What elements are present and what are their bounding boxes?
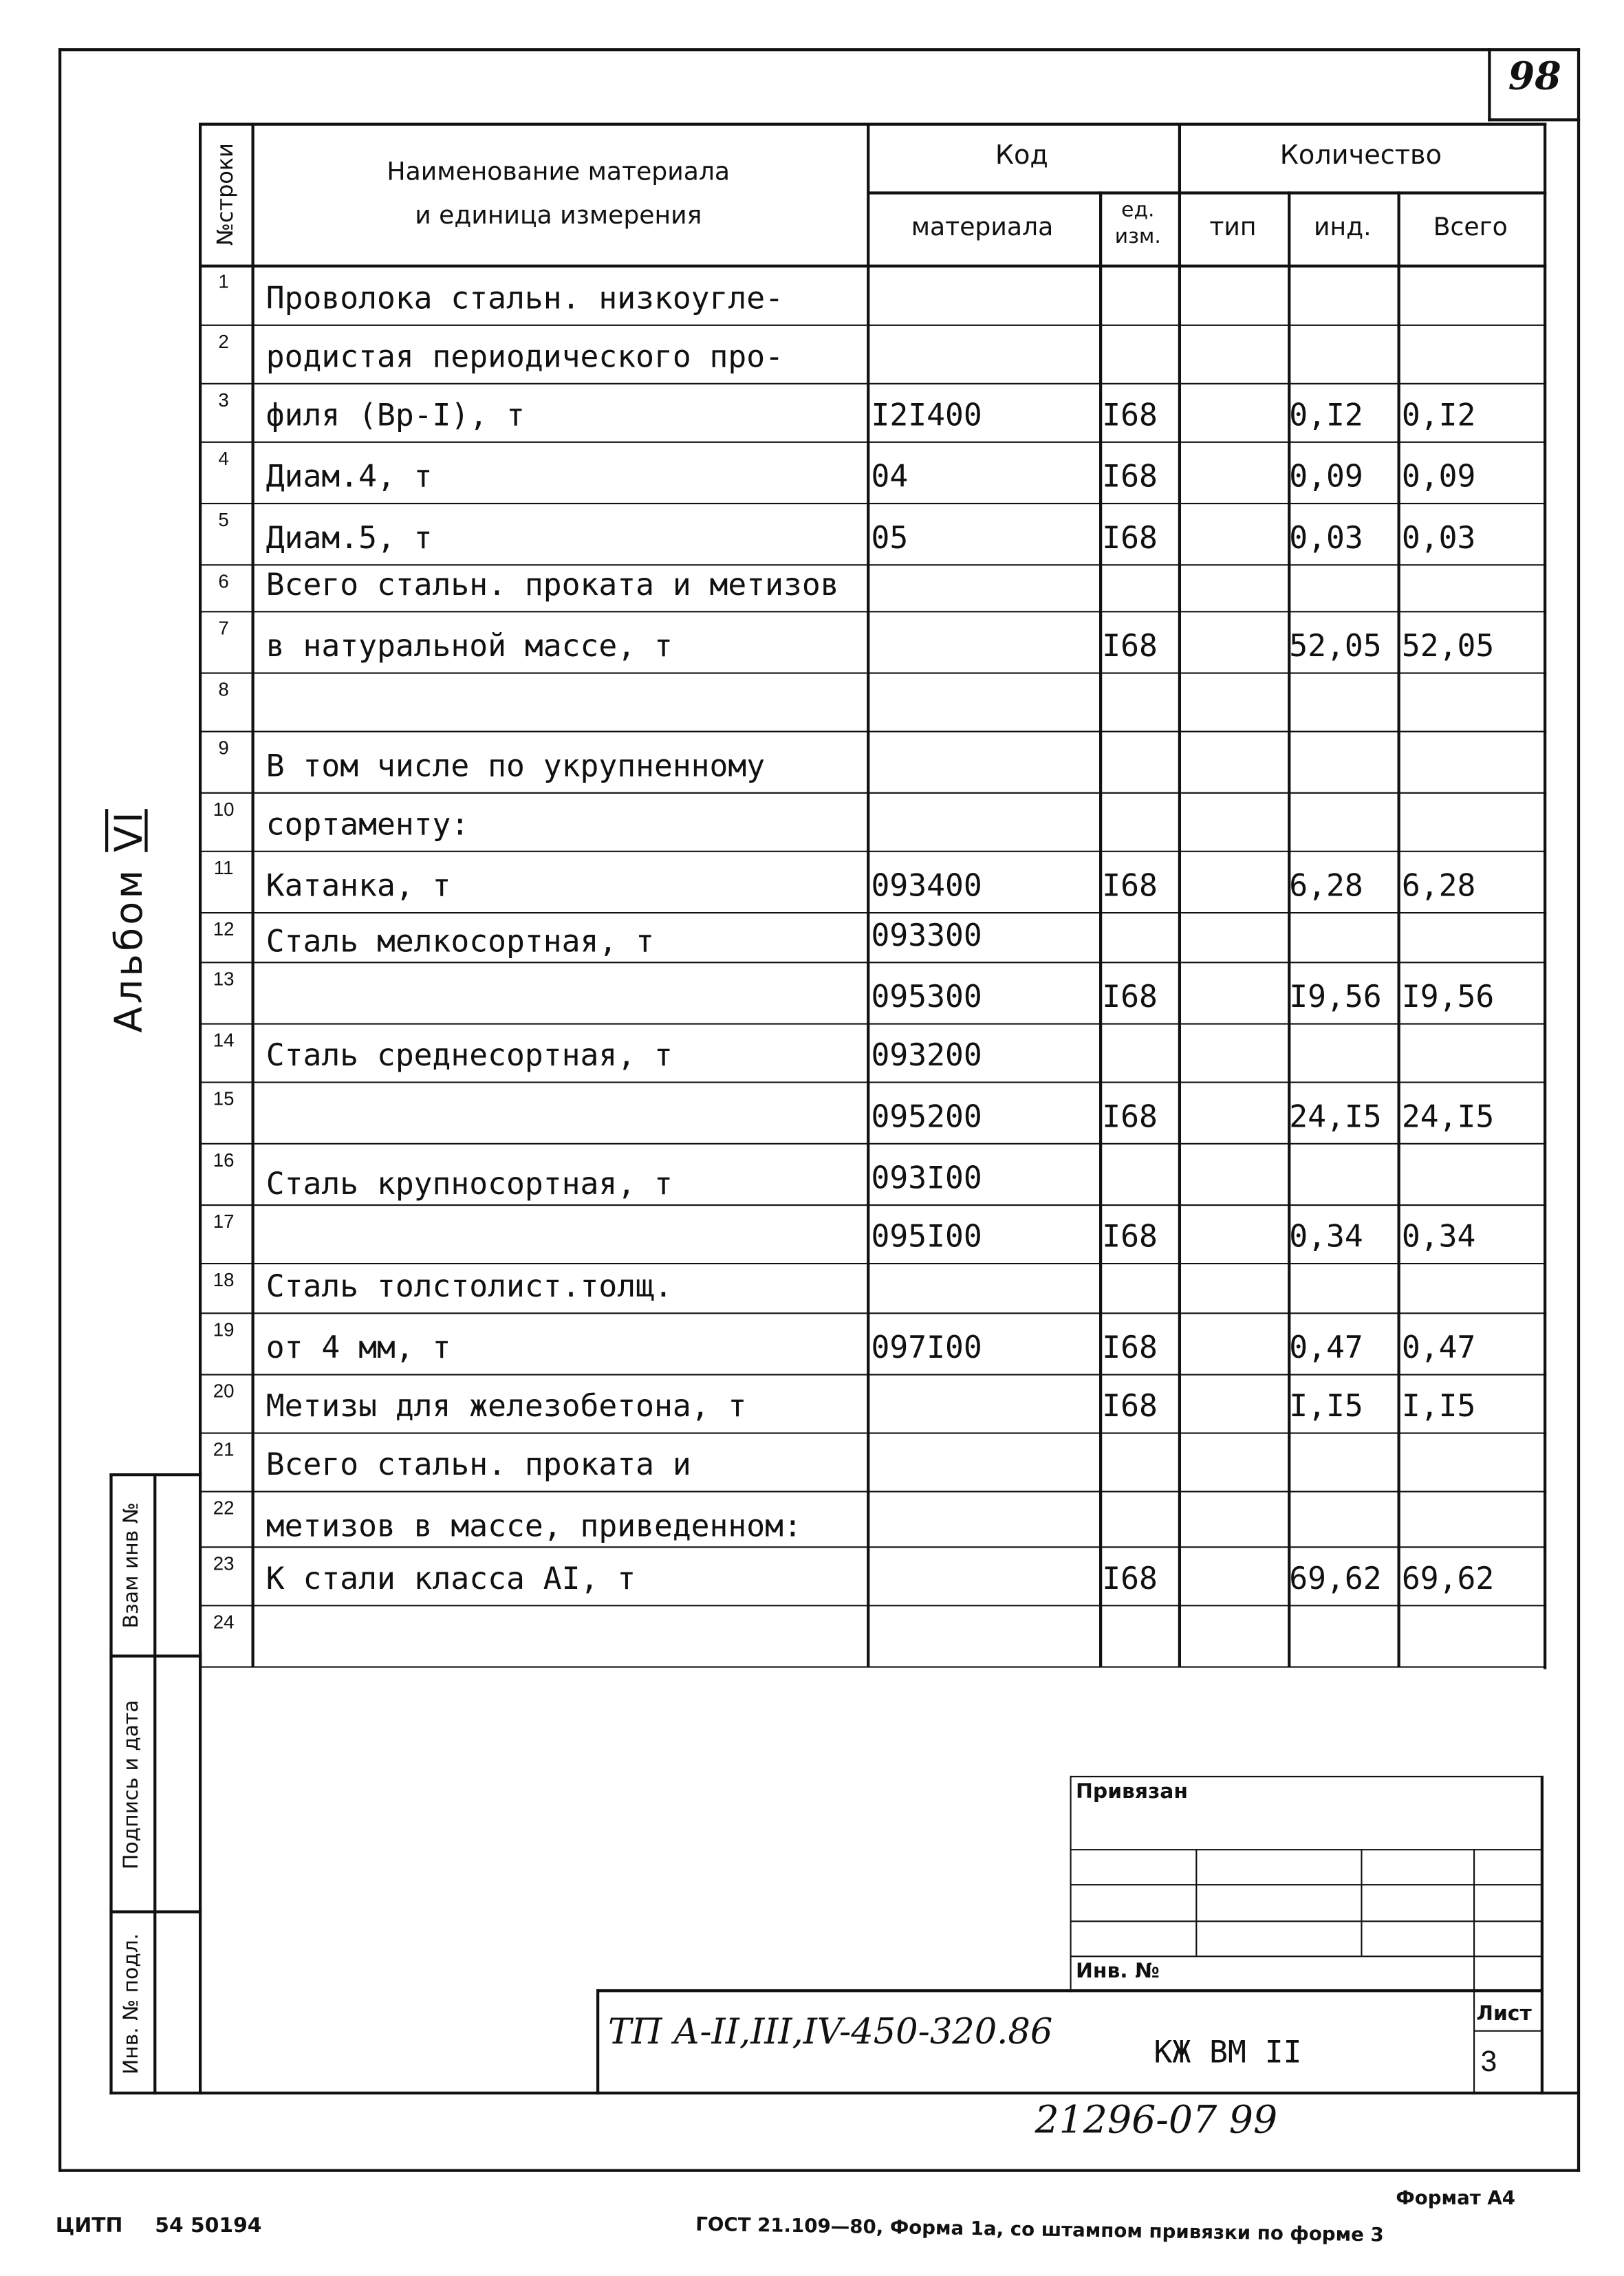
row-number: 12 [213,918,235,940]
row-line [199,962,1546,963]
material-name: Диам.4, т [266,459,433,495]
row-line [199,1491,1546,1493]
bind-stamp-row1 [1070,1849,1544,1850]
inner-left-line-lower [199,1651,202,2094]
row-number: 6 [218,570,229,592]
row-number: 14 [213,1029,235,1051]
row-line [199,503,1546,504]
qty-ind: 0,03 [1289,520,1363,556]
format-label: Формат А4 [1396,2188,1515,2210]
title-block-sheet-div [1473,2030,1544,2032]
header-qty-total: Всего [1433,213,1508,243]
row-number: 22 [213,1497,235,1519]
side-stamp-div2 [109,1910,202,1913]
title-block-left [596,1989,599,2094]
title-block-right [1541,1776,1544,2094]
row-line [199,1605,1546,1606]
qty-total: 0,47 [1401,1330,1476,1365]
material-name: Метизы для железобетона, т [266,1388,747,1424]
header-qty-ind: инд. [1314,213,1372,243]
col-line-1 [252,123,255,1667]
row-line [199,383,1546,384]
material-name: Сталь крупносортная, т [266,1166,673,1202]
material-name: Сталь среднесортная, т [266,1037,673,1073]
material-code: 095200 [871,1099,982,1134]
footer-org: ЦИТП [55,2214,123,2238]
row-number: 7 [218,616,229,639]
col-line-0 [199,123,202,1667]
row-line [199,1546,1546,1548]
col-line-2 [867,123,869,1667]
row-line [199,792,1546,794]
row-line [199,611,1546,612]
qty-total: 0,I2 [1401,398,1476,433]
qty-ind: 0,09 [1289,459,1363,495]
qty-ind: 0,34 [1289,1219,1363,1255]
row-number: 18 [213,1268,235,1291]
row-number: 4 [218,447,229,470]
row-line [199,325,1546,326]
row-number: 21 [213,1438,235,1460]
header-code: Код [995,140,1048,171]
unit-code: I68 [1102,520,1158,556]
material-code: 095300 [871,979,982,1015]
side-stamp-mid [153,1473,156,2094]
row-line [199,1023,1546,1025]
title-block-top [596,1989,1544,1992]
qty-ind: I9,56 [1289,979,1382,1015]
material-code: 05 [871,520,909,556]
col-line-6 [1398,191,1400,1666]
bottom-frame-line [109,2092,1580,2094]
bind-stamp-row2 [1070,1884,1544,1885]
material-name: Диам.5, т [266,520,433,556]
bind-stamp-top [1070,1776,1544,1777]
material-code: 095I00 [871,1219,982,1255]
qty-total: 6,28 [1401,868,1476,904]
qty-total: 0,09 [1401,459,1476,495]
header-quantity: Количество [1279,140,1442,171]
album-roman: VI [108,809,152,852]
qty-ind: 69,62 [1289,1561,1382,1596]
side-stamp-div1 [109,1655,202,1658]
row-line [199,1143,1546,1145]
row-line [199,1082,1546,1083]
table-top-line [199,123,1546,126]
handwritten-number: 21296-07 99 [1035,2099,1278,2143]
row-number: 5 [218,508,229,531]
material-name: сортаменту: [266,807,470,842]
bind-stamp-row3 [1070,1920,1544,1922]
header-name-line2: и единица измерения [415,202,702,231]
row-number: 15 [213,1087,235,1109]
qty-ind: 6,28 [1289,868,1363,904]
row-number: 20 [213,1380,235,1402]
row-line [199,1667,1546,1668]
bind-stamp-col3 [1473,1849,1475,1992]
header-row-no: №строки [212,142,239,246]
header-code-unit-1: ед. [1121,199,1155,222]
qty-ind: 24,I5 [1289,1099,1382,1134]
qty-total: 0,03 [1401,520,1476,556]
unit-code: I68 [1102,1330,1158,1365]
material-code: 093200 [871,1037,982,1073]
qty-total: 24,I5 [1401,1099,1495,1134]
row-number: 11 [213,856,234,879]
material-code: 097I00 [871,1330,982,1365]
material-name: в натуральной массе, т [266,628,673,664]
row-line [199,912,1546,913]
row-line [199,731,1546,733]
side-stamp-inv-podl: Инв. № подл. [120,1932,144,2074]
qty-total: I9,56 [1401,979,1495,1015]
row-number: 3 [218,389,229,411]
unit-code: I68 [1102,868,1158,904]
qty-total: I,I5 [1401,1388,1476,1424]
header-bottom-line [199,265,1546,268]
qty-ind: 52,05 [1289,628,1382,664]
unit-code: I68 [1102,1219,1158,1255]
material-name: от 4 мм, т [266,1330,451,1365]
header-mid-line [867,191,1546,194]
material-name: Проволока стальн. низкоугле- [266,281,784,316]
unit-code: I68 [1102,628,1158,664]
material-name: Катанка, т [266,868,451,904]
row-number: 8 [218,678,229,700]
row-number: 2 [218,330,229,353]
side-stamp-podpis: Подпись и дата [120,1700,144,1869]
side-stamp-top [109,1473,202,1476]
qty-total: 0,34 [1401,1219,1476,1255]
footer-gost: ГОСТ 21.109—80, Форма 1а, со штампом привязки по форме 3 [695,2214,1384,2247]
material-code: 093300 [871,918,982,953]
material-code: 093I00 [871,1160,982,1196]
material-name: К стали класса АI, т [266,1561,636,1596]
bind-stamp-col1 [1195,1849,1197,1955]
row-line [199,1374,1546,1376]
row-line [199,673,1546,674]
title-mark: КЖ ВМ II [1154,2035,1302,2070]
qty-ind: I,I5 [1289,1388,1363,1424]
title-block-sheet-left [1473,1992,1475,2094]
row-number: 13 [213,967,235,990]
title-sheet-label: Лист [1476,2002,1532,2026]
row-line [199,564,1546,565]
header-code-unit-2: изм. [1114,225,1161,249]
row-line [199,1312,1546,1314]
header-qty-type: тип [1209,213,1257,243]
unit-code: I68 [1102,1561,1158,1596]
title-doc-code: ТП А-II,III,IV-450-320.86 [608,2011,1053,2052]
row-number: 16 [213,1149,235,1171]
footer-num: 54 50194 [155,2214,262,2238]
unit-code: I68 [1102,979,1158,1015]
header-name-line1: Наименование материала [387,158,730,187]
material-name: Сталь мелкосортная, т [266,924,654,959]
unit-code: I68 [1102,1099,1158,1134]
bind-stamp-inv: Инв. № [1076,1960,1160,1984]
bind-stamp-row4 [1070,1955,1544,1957]
row-line [199,851,1546,852]
material-name: Сталь толстолист.толщ. [266,1268,673,1304]
sheet-corner-number: 98 [1508,55,1561,100]
row-number: 10 [213,798,235,821]
bind-stamp-col2 [1361,1849,1362,1955]
col-line-4 [1178,123,1181,1667]
material-name: Всего стальн. проката и [266,1446,691,1482]
side-stamp-vzam: Взам инв № [120,1502,144,1628]
row-number: 9 [218,737,229,759]
qty-total: 52,05 [1401,628,1495,664]
row-number: 17 [213,1210,235,1233]
side-stamp-left [109,1473,112,2094]
row-number: 1 [218,270,229,292]
qty-ind: 0,47 [1289,1330,1363,1365]
unit-code: I68 [1102,1388,1158,1424]
unit-code: I68 [1102,398,1158,433]
qty-total: 69,62 [1401,1561,1495,1596]
row-number: 19 [213,1318,235,1341]
album-label: Альбом [108,867,152,1033]
col-line-7 [1544,123,1546,1669]
material-name: метизов в массе, приведенном: [266,1508,802,1543]
unit-code: I68 [1102,459,1158,495]
material-name: филя (Вр-I), т [266,398,525,433]
bind-stamp-privyazan: Привязан [1076,1780,1188,1804]
title-sheet-no: 3 [1480,2046,1497,2079]
header-code-material: материала [911,213,1054,243]
row-number: 23 [213,1552,235,1574]
qty-ind: 0,I2 [1289,398,1363,433]
material-name: родистая периодического про- [266,339,784,374]
material-code: I2I400 [871,398,982,433]
material-name: В том числе по укрупненному [266,748,766,783]
row-line [199,1263,1546,1264]
material-name: Всего стальн. проката и метизов [266,567,839,603]
row-line [199,442,1546,443]
material-code: 093400 [871,868,982,904]
row-number: 24 [213,1610,235,1633]
row-line [199,1433,1546,1434]
row-line [199,1204,1546,1206]
material-code: 04 [871,459,909,495]
